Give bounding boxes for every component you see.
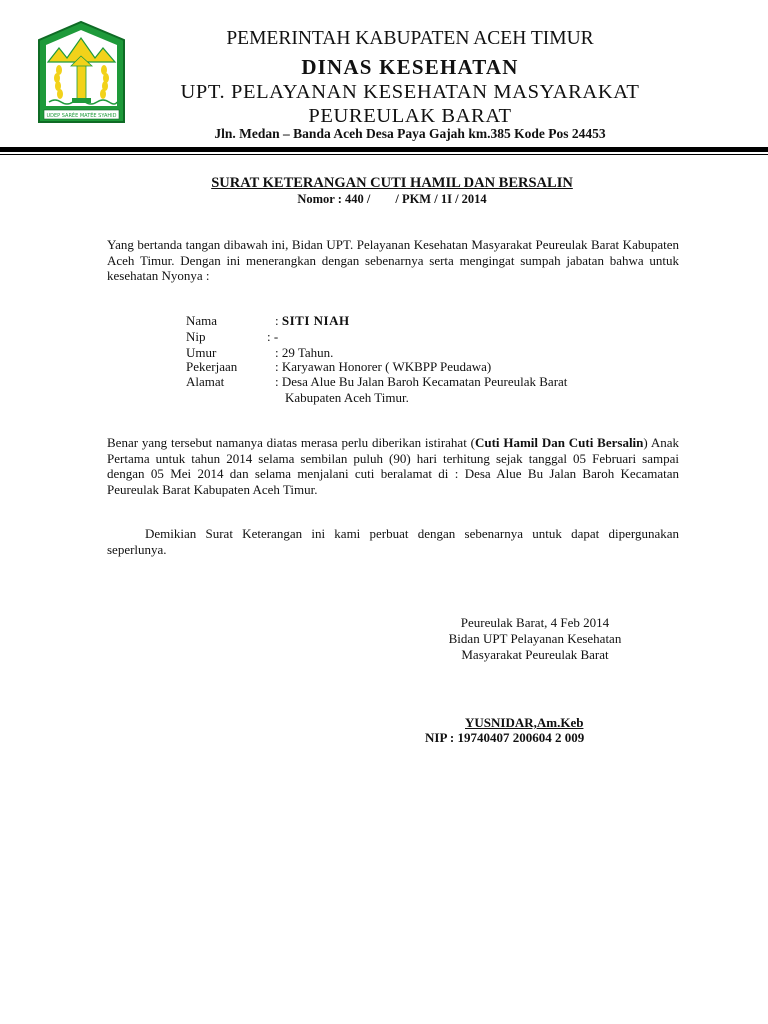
nama-value: SITI NIAH [281,313,350,328]
statement-text-start: Benar yang tersebut namanya diatas merasa perlu diberikan istirahat ( [107,435,475,450]
letterhead-unit-location: PEUREULAK BARAT [308,105,512,127]
closing-paragraph: Demikian Surat Keterangan ini kami perbuat dengan sebenarnya untuk dapat dipergunakan seperlunya. [107,526,679,557]
nip-label: Nip [186,329,206,344]
letterhead-rule-thick [0,147,768,152]
letterhead-address: Jln. Medan – Banda Aceh Desa Paya Gajah km.385 Kode Pos 24453 [214,126,606,141]
statement-text-end: ) Anak Pertama untuk tahun 2014 selama sembilan puluh (90) hari terhitung sejak tanggal 05 Februari sampai dengan 05 Mei 2014 dan selama menjalani cuti beralamat di : Desa Alue Bu Jalan Baroh Kecamatan Peureulak Barat Kabupaten Aceh Timur. [107,435,680,497]
umur-label: Umur [186,345,217,360]
pekerjaan-label: Pekerjaan [186,359,238,374]
nama-label: Nama [186,313,218,328]
signature-place-date: Peureulak Barat, 4 Feb 2014 [460,615,610,630]
alamat-value: : Desa Alue Bu Jalan Baroh Kecamatan Peureulak Barat [275,374,568,389]
svg-text:UDEP SARÉE MATÉE SYAHID: UDEP SARÉE MATÉE SYAHID [46,113,117,119]
pekerjaan-value: : Karyawan Honorer ( WKBPP Peudawa) [275,359,492,374]
letterhead-agency: DINAS KESEHATAN [301,55,519,79]
signature-role-line2: Masyarakat Peureulak Barat [461,647,609,662]
signatory-name: YUSNIDAR,Am.Keb [465,715,584,730]
signatory-nip: NIP : 19740407 200604 2 009 [425,730,585,745]
nip-value: : - [267,329,279,344]
aceh-timur-emblem-logo [35,18,128,128]
letterhead-unit: UPT. PELAYANAN KESEHATAN MASYARAKAT [180,81,640,103]
nama-value-row [275,313,350,329]
letterhead-rule-thin [0,154,768,155]
document-number: Nomor : 440 / / PKM / 1I / 2014 [297,192,487,206]
alamat-value-line2: Kabupaten Aceh Timur. [285,390,409,405]
leave-statement-paragraph [107,435,679,497]
document-title: SURAT KETERANGAN CUTI HAMIL DAN BERSALIN [211,175,573,191]
alamat-label: Alamat [186,374,225,389]
letterhead-government: PEMERINTAH KABUPATEN ACEH TIMUR [226,28,594,49]
intro-paragraph: Yang bertanda tangan dibawah ini, Bidan UPT. Pelayanan Kesehatan Masyarakat Peureulak Barat Kabupaten Aceh Timur. Dengan ini menerangkan dengan sebenarnya serta mengingat sumpah jabatan bahwa untuk kesehatan Nyonya : [107,237,679,283]
colon: : [275,313,282,328]
umur-value: : 29 Tahun. [275,345,334,360]
signature-role-line1: Bidan UPT Pelayanan Kesehatan [448,631,622,646]
leave-type-emphasis: Cuti Hamil Dan Cuti Bersalin [474,435,644,450]
